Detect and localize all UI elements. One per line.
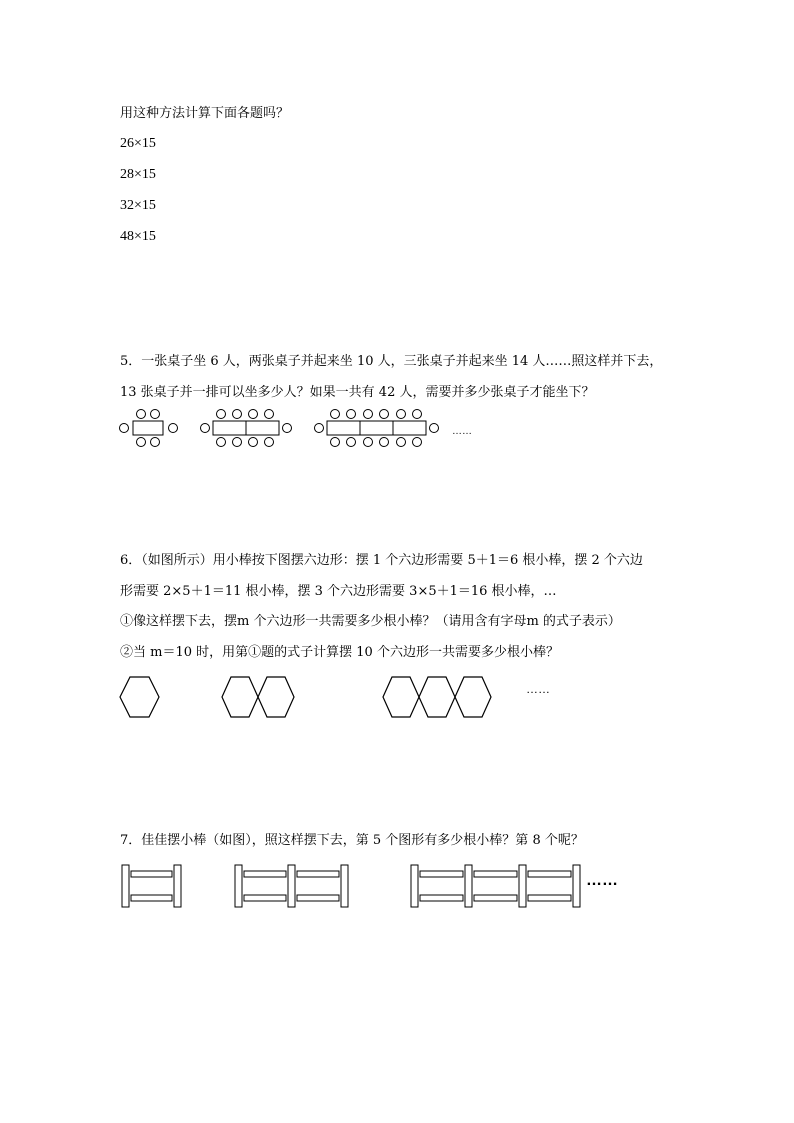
problem6-hexagon-figure-3 xyxy=(379,674,501,722)
problem6-line1: 6．（如图所示）用小棒按下图摆六边形：摆 1 个六边形需要 5＋1＝6 根小棒，摆 2 个六边 xyxy=(120,553,643,568)
problem7-square-figure-3 xyxy=(408,862,584,910)
problem5-table-figure-1 xyxy=(118,406,188,450)
problem6-line4: ②当 m＝10 时，用第①题的式子计算摆 10 个六边形一共需要多少根小棒？ xyxy=(120,645,559,660)
exercise-2: 28×15 xyxy=(120,167,156,182)
problem5-table-figure-2 xyxy=(199,406,299,450)
exercise-4: 48×15 xyxy=(120,229,156,244)
exercise-3: 32×15 xyxy=(120,198,156,213)
problem7-ellipsis: …… xyxy=(586,872,618,889)
problem6-line2: 形需要 2×5＋1＝11 根小棒，摆 3 个六边形需要 3×5＋1＝16 根小棒，… xyxy=(120,584,557,599)
intro-question: 用这种方法计算下面各题吗？ xyxy=(120,106,290,121)
problem5-line1: 5．一张桌子坐 6 人，两张桌子并起来坐 10 人，三张桌子并起来坐 14 人……照这样并下去， xyxy=(120,354,663,369)
problem6-hexagon-figure-1 xyxy=(118,674,163,722)
problem5-ellipsis: …… xyxy=(452,426,472,437)
problem5-table-figure-3 xyxy=(313,406,443,450)
problem7-square-figure-1 xyxy=(118,862,188,910)
problem6-line3: ①像这样摆下去，摆m 个六边形一共需要多少根小棒？（请用含有字母m 的式子表示） xyxy=(120,614,621,629)
problem7-square-figure-2 xyxy=(232,862,354,910)
problem6-ellipsis: …… xyxy=(526,682,550,696)
problem7-line1: 7．佳佳摆小棒（如图），照这样摆下去，第 5 个图形有多少根小棒？第 8 个呢？ xyxy=(120,833,584,848)
exercise-1: 26×15 xyxy=(120,136,156,151)
problem6-hexagon-figure-2 xyxy=(218,674,302,722)
problem5-line2: 13 张桌子并一排可以坐多少人？如果一共有 42 人，需要并多少张桌子才能坐下？ xyxy=(120,385,595,400)
